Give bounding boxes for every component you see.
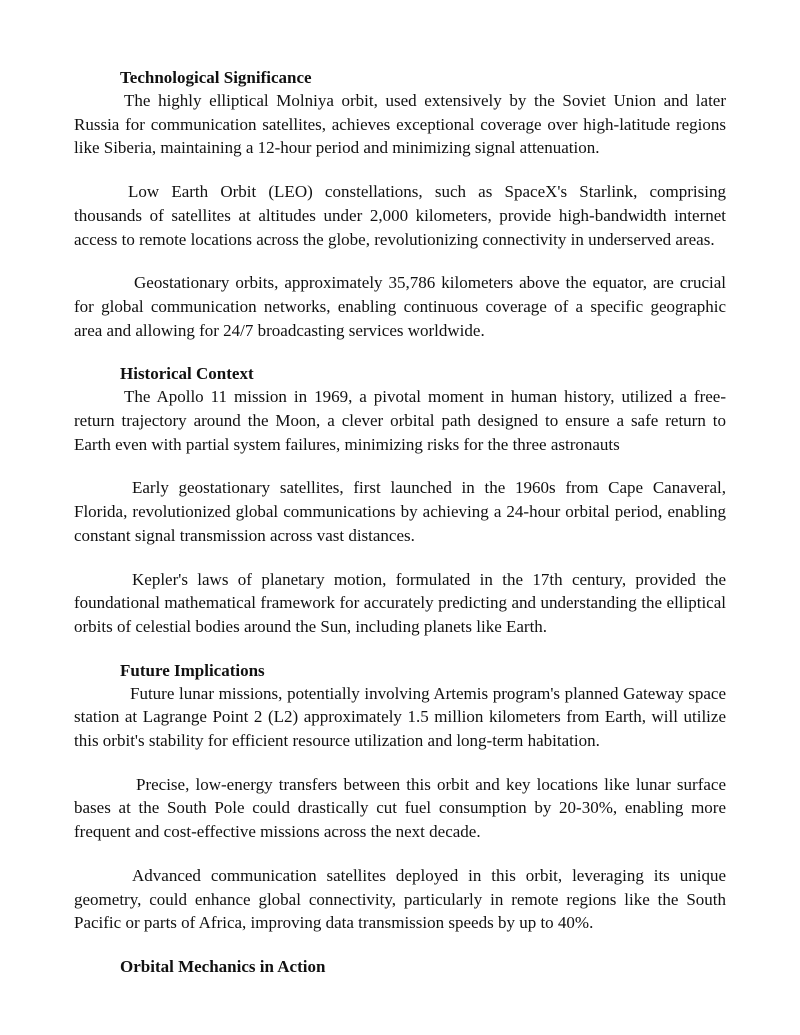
section-heading: Orbital Mechanics in Action — [120, 956, 326, 976]
paragraph: Early geostationary satellites, first launched in the 1960s from Cape Canaveral, Florida, revolutionized global communications by achieving a 24-hour orbital period, enabling constant signal transmission across vast distances. — [74, 478, 726, 545]
paragraph: Advanced communication satellites deployed in this orbit, leveraging its unique geometry, could enhance global connectivity, particularly in remote regions like the South Pacific or parts of Africa, improving data transmission speeds by up to 40%. — [74, 865, 726, 933]
document-body — [74, 66, 726, 978]
paragraph: Future lunar missions, potentially involving Artemis program's planned Gateway space station at Lagrange Point 2 (L2) approximately 1.5 million kilometers from Earth, will utilize this orbit's stability for efficient resource utilization and long-term habitation. — [74, 683, 726, 751]
paragraph: The Apollo 11 mission in 1969, a pivotal moment in human history, utilized a free-return trajectory around the Moon, a clever orbital path designed to ensure a safe return to Earth even with partial system failures, minimizing risks for the three astronauts — [74, 387, 726, 454]
paragraph: Geostationary orbits, approximately 35,786 kilometers above the equator, are crucial for global communication networks, enabling continuous coverage of a specific geographic area and allowing for 24/7 broadcasting services worldwide. — [74, 273, 726, 340]
section-heading: Technological Significance — [120, 68, 312, 87]
paragraph: The highly elliptical Molniya orbit, used extensively by the Soviet Union and later Russia for communication satellites, achieves exceptional coverage over high-latitude regions like Siberia, maintaining a 12-hour period and minimizing signal attenuation. — [74, 91, 726, 158]
section-heading: Historical Context — [120, 364, 254, 384]
section-heading: Future Implications — [120, 660, 265, 680]
paragraph: Kepler's laws of planetary motion, formulated in the 17th century, provided the foundational mathematical framework for accurately predicting and understanding the elliptical orbits of celestial bodies around the Sun, including planets like Earth. — [74, 569, 726, 636]
paragraph: Low Earth Orbit (LEO) constellations, such as SpaceX's Starlink, comprising thousands of satellites at altitudes under 2,000 kilometers, provide high-bandwidth internet access to remote locations across the globe, revolutionizing connectivity in underserved areas. — [74, 182, 726, 249]
paragraph: Precise, low-energy transfers between this orbit and key locations like lunar surface bases at the South Pole could drastically cut fuel consumption by 20-30%, enabling more frequent and cost-effective missions across the next decade. — [74, 774, 726, 842]
